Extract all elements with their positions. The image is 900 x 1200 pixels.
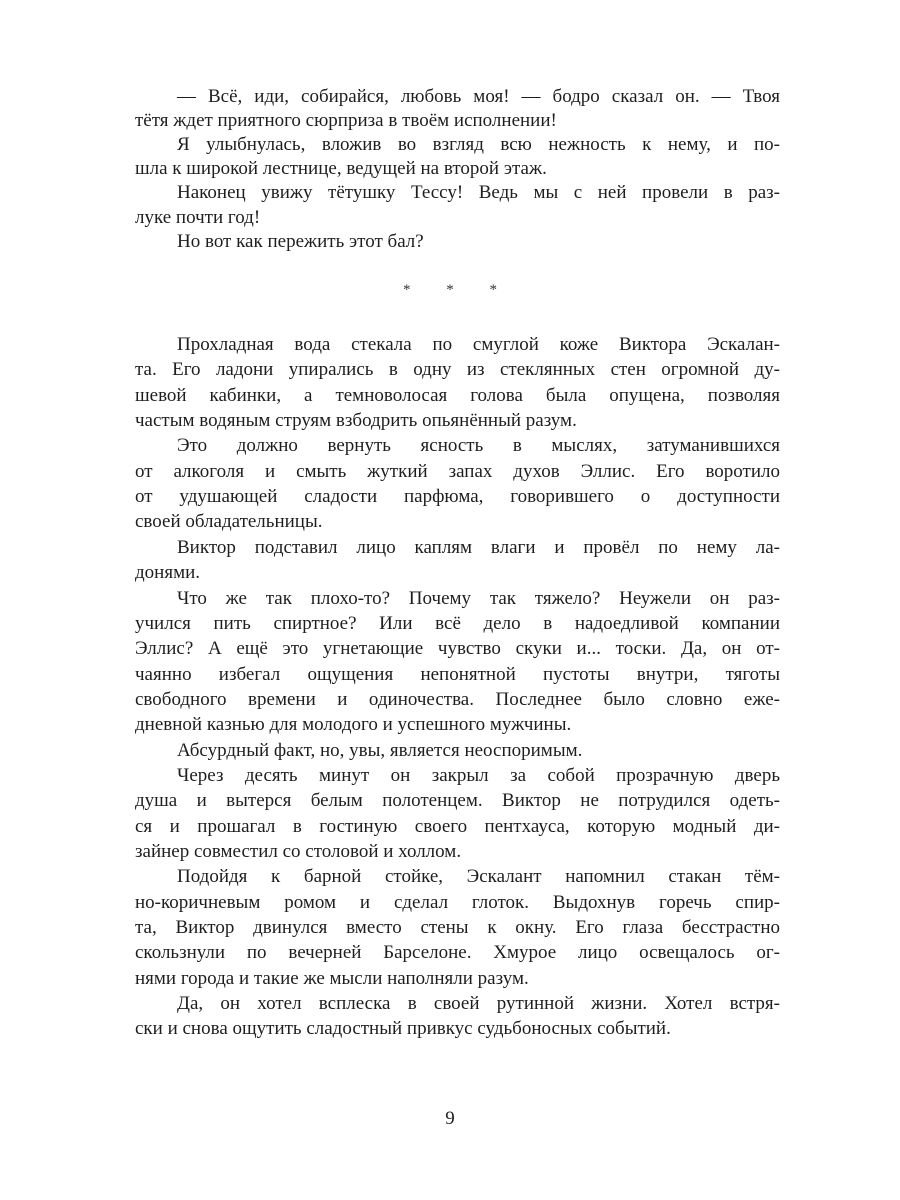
text-line: Эллис? А ещё это угнетающие чувство скуки и... тоски. Да, он от-: [135, 638, 780, 660]
text-line: Через десять минут он закрыл за собой прозрачную дверь: [177, 764, 780, 786]
text-line: своей обладательницы.: [135, 511, 323, 533]
text-line: Но вот как пережить этот бал?: [177, 230, 424, 252]
text-line: Это должно вернуть ясность в мыслях, затуманившихся: [177, 435, 780, 457]
text-line: ся и прошагал в гостиную своего пентхауса, которую модный ди-: [135, 815, 780, 837]
text-line: ски и снова ощутить сладостный привкус судьбоносных событий.: [135, 1018, 671, 1040]
page-number: 9: [445, 1108, 455, 1129]
text-line: тётя ждет приятного сюрприза в твоём исполнении!: [135, 110, 557, 132]
text-line: от алкоголя и смыть жуткий запах духов Эллис. Его воротило: [135, 460, 780, 482]
text-line: луке почти год!: [135, 206, 261, 228]
text-line: частым водяным струям взбодрить опьянённый разум.: [135, 410, 577, 432]
text-line: Прохладная вода стекала по смуглой коже Виктора Эскалан-: [177, 334, 780, 355]
text-line: шла к широкой лестнице, ведущей на второй этаж.: [135, 158, 547, 180]
text-line: учился пить спиртное? Или всё дело в надоедливой компании: [135, 612, 780, 634]
text-line: донями.: [135, 562, 201, 584]
text-line: Да, он хотел всплеска в своей рутинной жизни. Хотел встря-: [177, 993, 780, 1015]
text-line: Виктор подставил лицо каплям влаги и провёл по нему ла-: [177, 536, 780, 558]
text-line: Подойдя к барной стойке, Эскалант напомнил стакан тём-: [177, 866, 780, 888]
text-line: свободного времени и одиночества. Последнее было словно еже-: [135, 688, 780, 710]
text-line: нями города и такие же мысли наполняли разум.: [135, 967, 529, 989]
text-line: скользнули по вечерней Барселоне. Хмурое лицо освещалось ог-: [135, 942, 780, 964]
text-line: от удушающей сладости парфюма, говорившего о доступности: [135, 486, 780, 508]
text-line: шевой кабинки, а темноволосая голова была опущена, позволяя: [135, 384, 780, 406]
text-line: душа и вытерся белым полотенцем. Виктор не потрудился одеть-: [135, 790, 780, 812]
text-line: Я улыбнулась, вложив во взгляд всю нежность к нему, и по-: [177, 134, 780, 156]
text-line: чаянно избегал ощущения непонятной пустоты внутри, тяготы: [135, 663, 780, 685]
section-separator: * * *: [403, 282, 497, 298]
text-line: Абсурдный факт, но, увы, является неоспоримым.: [177, 739, 583, 761]
text-line: Наконец увижу тётушку Тессу! Ведь мы с ней провели в раз-: [177, 182, 780, 204]
text-line: та, Виктор двинулся вместо стены к окну. Его глаза бесстрастно: [135, 917, 780, 939]
text-line: но-коричневым ромом и сделал глоток. Выдохнув горечь спир-: [135, 891, 780, 913]
text-line: — Всё, иди, собирайся, любовь моя! — бодро сказал он. — Твоя: [177, 86, 780, 107]
text-line: та. Его ладони упирались в одну из стеклянных стен огромной ду-: [135, 359, 780, 381]
text-line: дневной казнью для молодого и успешного мужчины.: [135, 714, 572, 736]
text-line: Что же так плохо-то? Почему так тяжело? Неужели он раз-: [177, 587, 780, 609]
text-line: зайнер совместил со столовой и холлом.: [135, 841, 462, 862]
